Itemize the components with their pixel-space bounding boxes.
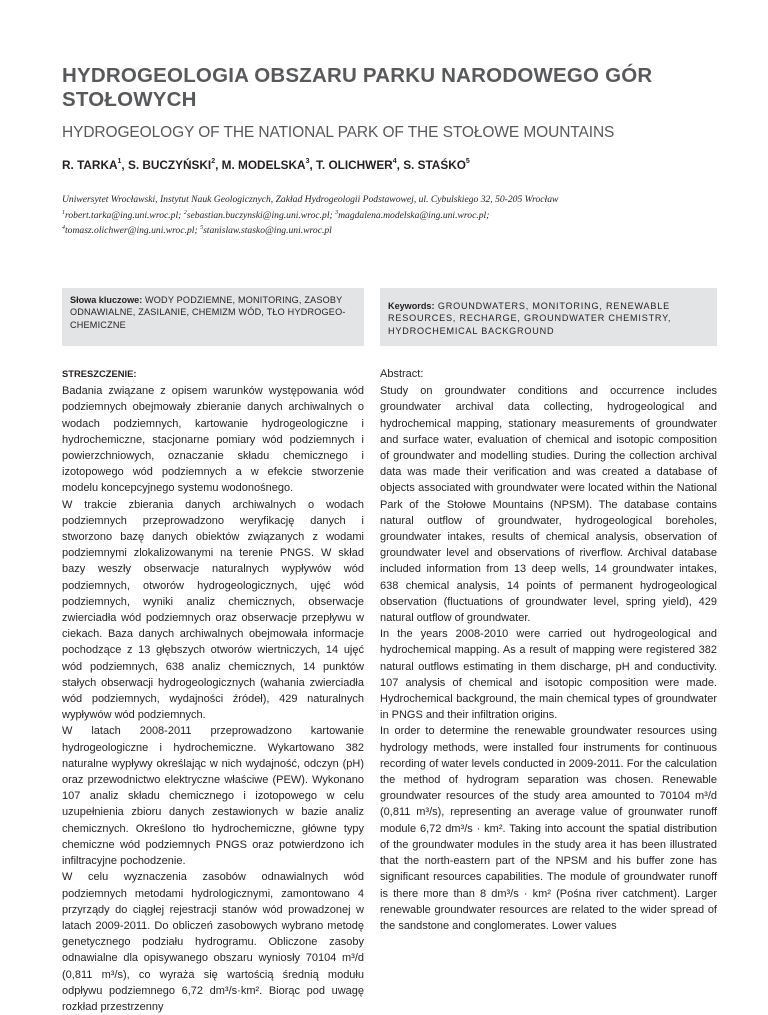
author: R. TARKA$^1$ — [62, 158, 122, 172]
abstract-en-heading: Abstract: — [380, 368, 424, 380]
keywords-en-text: GROUNDWATERS, MONITORING, RENEWABLE RESOURCES, RECHARGE, GROUNDWATER CHEMISTRY, HYDROCHEMICAL BACKGROUND — [388, 301, 672, 336]
email: tomasz.olichwer@ing.uni.wroc.pl; — [65, 225, 198, 237]
email: magdalena.modelska@ing.uni.wroc.pl; — [338, 209, 490, 221]
paper-title: HYDROGEOLOGIA OBSZARU PARKU NARODOWEGO GÓR STOŁOWYCH — [62, 64, 653, 111]
email: sebastian.buczynski@ing.uni.wroc.pl; — [186, 209, 333, 221]
author-list: R. TARKA$^1$, S. BUCZYŃSKI$^2$, M. MODELSKA$^3$, T. OLICHWER$^4$, S. STAŚKO$^5$ — [62, 158, 470, 172]
email: stanislaw.stasko@ing.uni.wroc.pl — [203, 225, 332, 237]
email-line-2: $^4$tomasz.olichwer@ing.uni.wroc.pl; $^5$stanislaw.stasko@ing.uni.wroc.pl — [62, 225, 332, 237]
author: T. OLICHWER$^4$ — [316, 158, 397, 172]
author: S. STAŚKO$^5$ — [403, 158, 470, 172]
abstract-pl — [62, 366, 364, 1015]
abstract-pl-paragraph: W celu wyznaczenia zasobów odnawialnych wód podziemnych metodami hydrologicznymi, zamontowano 4 przyrządy do ciągłej rejestracji stanów wód prowadzonej w latach 2009-2011. Do obliczeń zasobowych wybrano metodę genetycznego podziału hydrogramu. Obliczone zasoby odnawialne dla opisywanego obszaru wyniosły 70104 m³/d (0,811 m³/s), co wyraża się wartością średnią modułu odpływu podziemnego 6,72 dm³/s·km². Biorąc pod uwagę rozkład przestrzenny — [62, 871, 364, 1013]
email-line-1: $^1$robert.tarka@ing.uni.wroc.pl; $^2$sebastian.buczynski@ing.uni.wroc.pl; $^3$magdalena.modelska@ing.uni.wroc.pl; — [62, 209, 490, 221]
author: S. BUCZYŃSKI$^2$ — [127, 158, 216, 172]
abstract-en-paragraph: In the years 2008-2010 were carried out hydrogeological and hydrochemical mapping. As a result of mapping were registered 382 natural outflows estimating in them discharge, pH and conductivity. 107 analysis of chemical and isotopic composition were made. Hydrochemical background, the main chemical types of groundwater in PNGS and their infiltration origins. — [380, 628, 717, 722]
keywords-pl-label: Słowa kluczowe: — [70, 295, 143, 305]
abstract-en-paragraph: Study on groundwater conditions and occurrence includes groundwater archival data collecting, hydrogeological and hydrochemical mapping, stationary measurements of groundwater and surface water, evaluation of chemical and isotopic composition of groundwater and modelling studies. During the collection archival data was made their verification and was created a database of objects associated with groundwater were located within the National Park of the Stołowe Mountains (NPSM). The database contains natural outflow of groundwater, hydrogeological boreholes, groundwater intakes, results of chemical analysis, observation of groundwater level and observations of riverflow. Archival database included information from 13 deep wells, 14 groundwater intakes, 638 chemical analysis, 14 points of permanent hydrogeological observation (fluctuations of groundwater level, spring yield), 429 natural outflow of groundwater. — [380, 385, 717, 625]
abstract-pl-heading: STRESZCZENIE: — [62, 368, 137, 379]
paper-subtitle: HYDROGEOLOGY OF THE NATIONAL PARK OF THE STOŁOWE MOUNTAINS — [62, 124, 615, 141]
keywords-pl-box — [62, 288, 364, 346]
abstract-pl-paragraph: Badania związane z opisem warunków występowania wód podziemnych obejmowały zbieranie danych archiwalnych o wodach podziemnych, kartowanie hydrogeologiczne i hydrochemiczne, stacjonarne pomiary wód podziemnych i powierzchniowych, oznaczanie składu chemicznego i izotopowego wód podziemnych a w efekcie stworzenie modelu koncepcyjnego systemu wodonośnego. — [62, 385, 364, 495]
author: M. MODELSKA$^3$ — [221, 158, 310, 172]
abstract-pl-paragraph: W latach 2008-2011 przeprowadzono kartowanie hydrogeologiczne i hydrochemiczne. Wykartowano 382 naturalne wypływy określając w nich wydajność, odczyn (pH) oraz przewodnictwo elektryczne właściwe (PEW). Wykonano 107 analiz składu chemicznego i izotopowego w celu uzupełnienia zbioru danych zestawionych w bazie analiz chemicznych. Określono tło hydrochemiczne, główne typy chemiczne wód podziemnych PNGS oraz potwierdzono ich infiltracyjne pochodzenie. — [62, 725, 364, 868]
abstract-en-paragraph: In order to determine the renewable groundwater resources using hydrology methods, were installed four instruments for continuous recording of water levels conducted in 2009-2011. For the calculation the method of hydrogram separation was chosen. Renewable groundwater resources of the study area amounted to 70104 m³/d (0,811 m³/s), representing an average value of grounwater runoff module 6,72 dm³/s · km². Taking into account the spatial distribution of the groundwater modules in the study area it has been illustrated that the north-eastern part of the NPSM and his buffer zone has significant resources capabilities. The module of groundwater runoff is there more than 8 dm³/s · km² (Pośna river catchment). Larger renewable groundwater resources are related to the wider spread of the sandstone and conglomerates. Lower values — [380, 725, 717, 932]
affiliation: Uniwersytet Wrocławski, Instytut Nauk Geologicznych, Zakład Hydrogeologii Podstawowej, ul. Cybulskiego 32, 50-205 Wrocław — [62, 194, 559, 205]
abstract-en — [380, 366, 717, 934]
email: robert.tarka@ing.uni.wroc.pl; — [65, 209, 182, 221]
keywords-en-box — [380, 288, 717, 346]
abstract-pl-paragraph: W trakcie zbierania danych archiwalnych o wodach podziemnych przeprowadzono weryfikację danych i stworzono bazę danych obiektów związanych z wodami podziemnymi zlokalizowanymi na terenie PNGS. W skład bazy weszły obserwacje naturalnych wypływów wód podziemnych, otworów hydrogeologicznych, ujęć wód podziemnych, wyniki analiz chemicznych, obserwacje zwierciadła wód podziemnych oraz obserwacje przepływu w ciekach. Baza danych archiwalnych obejmowała informacje pochodzące z 13 głębszych otworów wiertniczych, 14 ujęć wód podziemnych, 638 analiz chemicznych, 14 punktów stałych obserwacji hydrogeologicznych (wahania zwierciadła wód podziemnych, wydajności źródeł), 429 naturalnych wypływów wód podziemnych. — [62, 498, 364, 722]
keywords-pl-text: WODY PODZIEMNE, MONITORING, ZASOBY ODNAWIALNE, ZASILANIE, CHEMIZM WÓD, TŁO HYDROGEO-CHEMICZNE — [70, 295, 346, 330]
keywords-en-label: Keywords: — [388, 301, 435, 311]
affiliation-block — [62, 193, 742, 238]
